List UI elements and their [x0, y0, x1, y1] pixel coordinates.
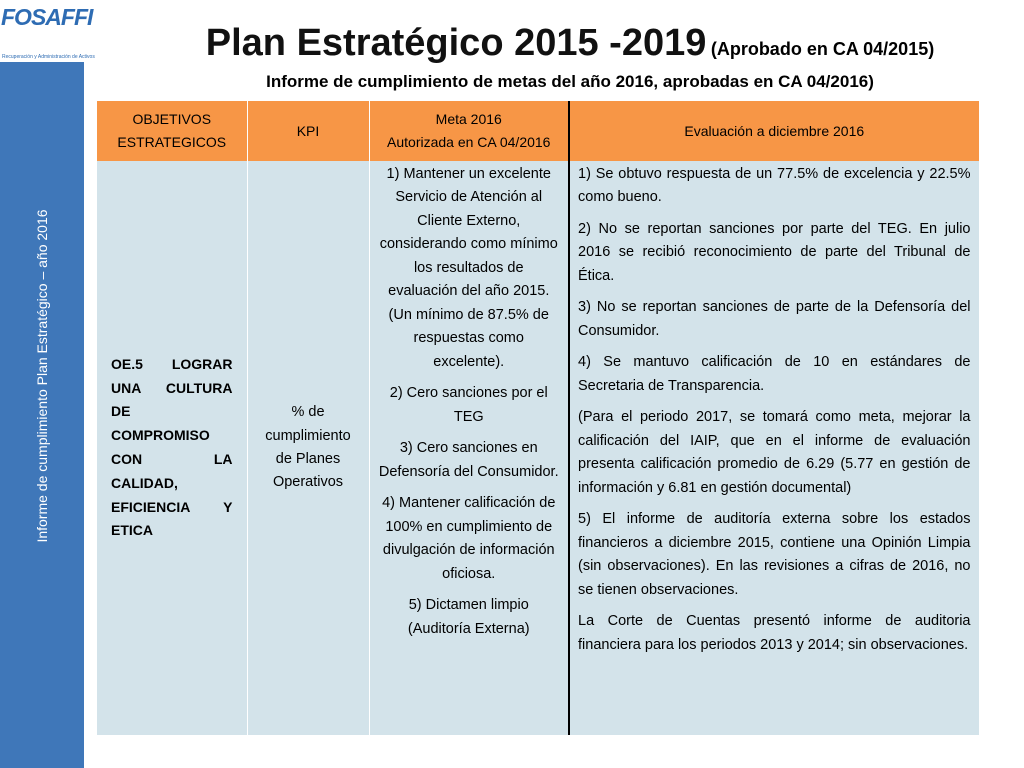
objective-text: [105, 353, 239, 543]
evaluation-item: La Corte de Cuentas presentó informe de auditoria financiera para los periodos 2013 y 2014; sin observaciones.: [578, 613, 971, 653]
logo-word: FOSAFFI: [1, 4, 93, 30]
table-header-row: [97, 101, 979, 161]
header-kpi: KPI: [247, 101, 369, 161]
meta-cell: [369, 161, 569, 735]
objective-cell: [97, 161, 247, 735]
meta-item: 2) Cero sanciones por el TEG: [389, 385, 548, 425]
objective-line: EFICIENCIA Y: [111, 498, 233, 515]
header-objetivos: OBJETIVOS ESTRATEGICOS: [97, 101, 247, 161]
meta-item: 4) Mantener calificación de 100% en cumplimiento de divulgación de información oficiosa.: [382, 495, 556, 582]
header-meta-line2: Autorizada en CA 04/2016: [387, 134, 551, 150]
header-evaluacion: Evaluación a diciembre 2016: [569, 101, 979, 161]
evaluation-item: 1) Se obtuvo respuesta de un 77.5% de excelencia y 22.5% como bueno.: [578, 166, 971, 206]
objective-line: CALIDAD,: [111, 474, 178, 491]
objective-line: UNA CULTURA: [111, 379, 233, 396]
evaluation-item: 2) No se reportan sanciones por parte del TEG. En julio 2016 se recibió reconocimiento de parte del Tribunal de Ética.: [578, 220, 971, 284]
evaluation-item: 3) No se reportan sanciones de parte de la Defensoría del Consumidor.: [578, 299, 971, 339]
evaluation-item: 5) El informe de auditoría externa sobre los estados financieros a diciembre 2015, contiene una Opinión Limpia (sin observaciones). En las revisiones a cifras de 2016, no se tienen observaciones.: [578, 511, 971, 598]
header-meta-line1: Meta 2016: [435, 111, 502, 128]
header-meta: [369, 101, 569, 161]
meta-item: 3) Cero sanciones en Defensoría del Consumidor.: [378, 440, 559, 480]
objective-line: OE.5 LOGRAR: [111, 355, 233, 372]
evaluation-item: 4) Se mantuvo calificación de 10 en estándares de Secretaria de Transparencia.: [578, 354, 971, 394]
objective-line: COMPROMISO: [111, 427, 210, 444]
evaluation-cell: [569, 161, 979, 735]
logo-tagline: Recuperación y Administración de Activos: [2, 54, 95, 60]
table-row: [97, 161, 979, 735]
page-subtitle: Informe de cumplimiento de metas del año 2016, aprobadas en CA 04/2016): [266, 72, 874, 91]
fosaffi-logo: [0, 2, 95, 66]
meta-item: 1) Mantener un excelente Servicio de Atención al Cliente Externo, considerando como mínimo los resultados de evaluación del año 2015. (Un mínimo de 87.5% de respuestas como excelente).: [379, 166, 558, 370]
sidebar-vertical-text: Informe de cumplimiento Plan Estratégico – año 2016: [34, 209, 50, 543]
page-title: Plan Estratégico 2015 -2019: [205, 22, 707, 64]
objective-line: DE: [111, 403, 131, 420]
objective-line: ETICA: [111, 522, 153, 539]
objective-line: CON LA: [111, 451, 233, 467]
kpi-table: [97, 101, 980, 735]
meta-item: 5) Dictamen limpio (Auditoría Externa): [407, 597, 530, 637]
kpi-cell: % de cumplimiento de Planes Operativos: [247, 161, 369, 735]
sidebar: [0, 0, 95, 768]
title-note: (Aprobado en CA 04/2015): [710, 39, 935, 59]
page-title-block: [130, 22, 1010, 65]
evaluation-item: (Para el periodo 2017, se tomará como meta, mejorar la calificación del IAIP, que en el informe de evaluación presenta calificación promedio de 6.29 (5.77 en gestión de información y 6.81 en gestión documental): [578, 409, 971, 496]
